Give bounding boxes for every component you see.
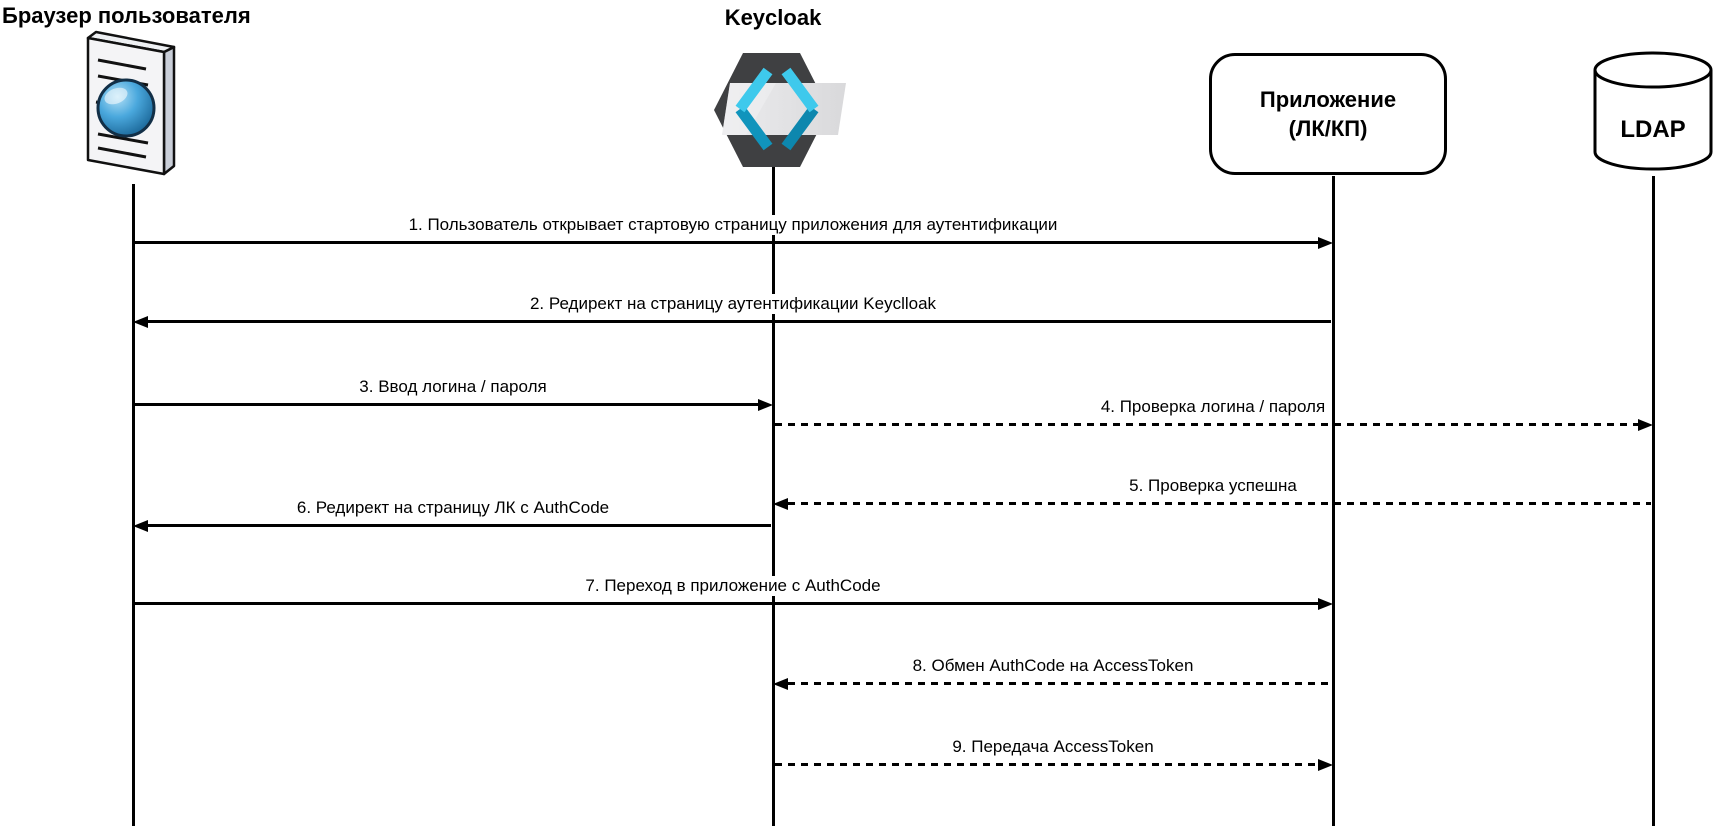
lifeline-keycloak [772, 166, 775, 826]
browser-page-globe-icon [80, 26, 184, 184]
message-2-arrow [148, 320, 1331, 323]
keycloak-logo-icon [706, 42, 848, 172]
actor-app-box [1209, 53, 1447, 175]
message-8-arrow [788, 682, 1331, 685]
actor-keycloak-label: Keycloak [724, 5, 822, 30]
message-5-label: 5. Проверка успешна [773, 476, 1653, 496]
message-1-label: 1. Пользователь открывает стартовую страницу приложения для аутентификации [133, 215, 1333, 235]
message-7-label: 7. Переход в приложение с AuthCode [133, 576, 1333, 596]
message-9-label: 9. Передача AccessToken [773, 737, 1333, 757]
lifeline-ldap [1652, 176, 1655, 826]
message-7-arrow [135, 602, 1318, 605]
message-3-arrow [135, 403, 758, 406]
message-6-arrow [148, 524, 771, 527]
actor-app-label-line1: Приложение [1259, 87, 1397, 112]
actor-ldap-label: LDAP [1620, 116, 1686, 143]
message-1-arrow [135, 241, 1318, 244]
lifeline-app [1332, 176, 1335, 826]
message-9-arrow [775, 763, 1318, 766]
message-4-label: 4. Проверка логина / пароля [773, 397, 1653, 417]
message-5-arrow [788, 502, 1651, 505]
message-6-label: 6. Редирект на страницу ЛК с AuthCode [133, 498, 773, 518]
message-3-label: 3. Ввод логина / пароля [133, 377, 773, 397]
lifeline-browser [132, 184, 135, 826]
message-2-label: 2. Редирект на страницу аутентификации Keyclloak [133, 294, 1333, 314]
message-8-label: 8. Обмен AuthCode на AccessToken [773, 656, 1333, 676]
actor-browser-label: Браузер пользователя [2, 3, 251, 28]
actor-app-label-line2: (ЛК/КП) [1288, 116, 1368, 141]
ldap-database-cylinder-icon [1592, 46, 1714, 176]
message-4-arrow [775, 423, 1638, 426]
